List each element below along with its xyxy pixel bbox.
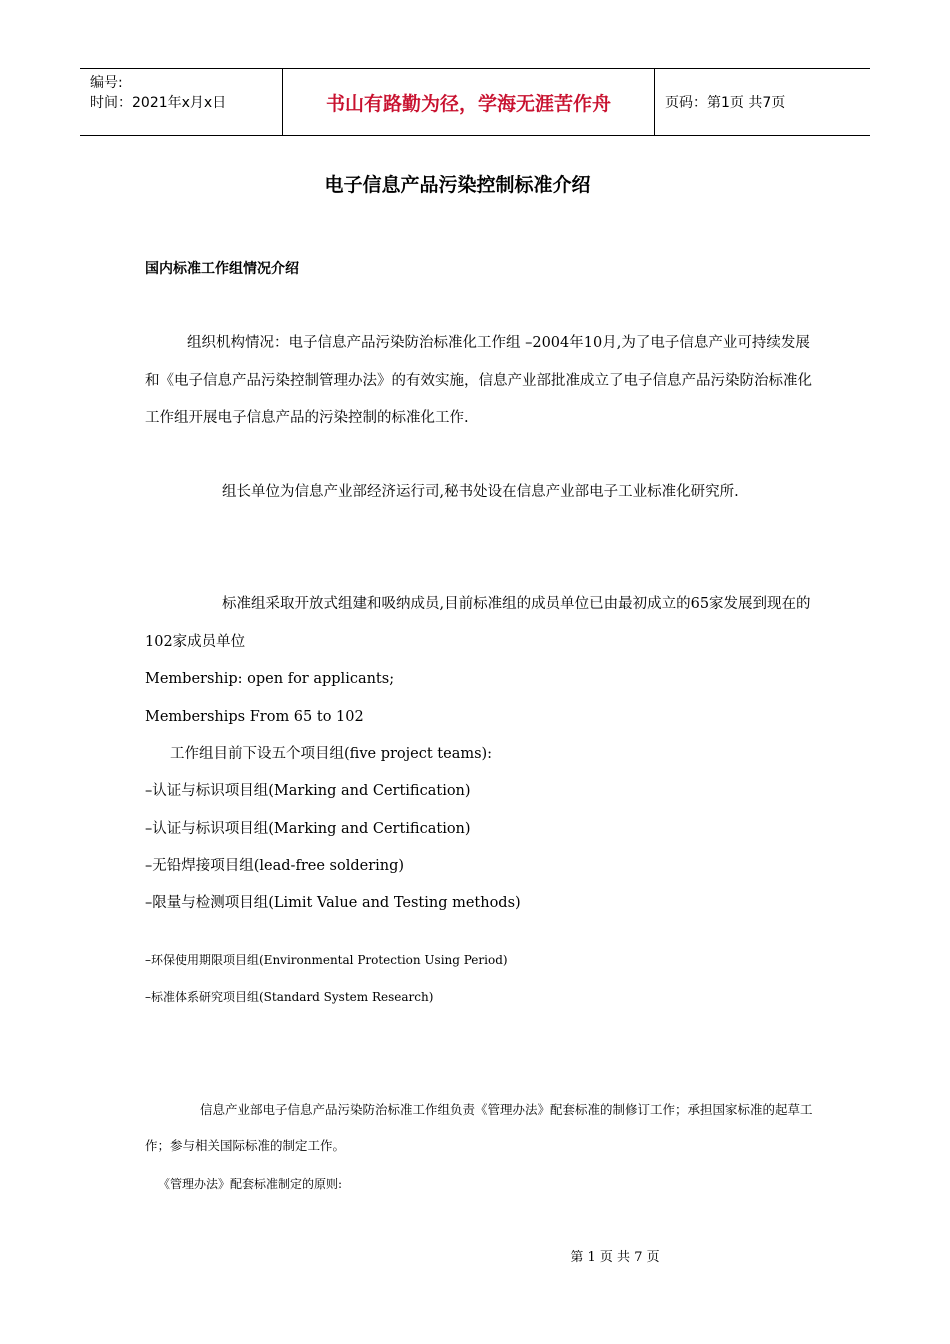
list-item: –无铅焊接项目组(lead-free soldering) <box>145 858 405 874</box>
paragraph-responsibilities: 信息产业部电子信息产品污染防治标准工作组负责《管理办法》配套标准的制修订工作；承担国家标准的起草工作；参与相关国际标准的制定工作。 <box>145 1102 813 1153</box>
list-item: –认证与标识项目组(Marking and Certification) <box>145 821 471 837</box>
document-date-label: 时间：2021年x月x日 <box>90 95 227 111</box>
teams-intro-line: 工作组目前下设五个项目组(five project teams): <box>170 746 493 762</box>
paragraph-members: 标准组采取开放式组建和吸纳成员,目前标准组的成员单位已由最初成立的65家发展到现在的102家成员单位 <box>145 596 811 650</box>
list-item: –环保使用期限项目组(Environmental Protection Using Period) <box>145 953 508 967</box>
page-footer: 第 1 页 共 7 页 <box>570 1250 660 1265</box>
paragraph-organization: 组织机构情况：电子信息产品污染防治标准化工作组 –2004年10月,为了电子信息产业可持续发展和《电子信息产品污染控制管理办法》的有效实施，信息产业部批准成立了电子信息产品污染防治标准化工作组开展电子信息产品的污染控制的标准化工作. <box>145 335 812 426</box>
list-item: –认证与标识项目组(Marking and Certification) <box>145 783 471 799</box>
page-header <box>80 68 870 136</box>
memberships-range-line: Memberships From 65 to 102 <box>145 709 364 725</box>
list-item: –标准体系研究项目组(Standard System Research) <box>145 990 434 1004</box>
paragraph-leadership: 组长单位为信息产业部经济运行司,秘书处设在信息产业部电子工业标准化研究所. <box>222 484 739 500</box>
document-title: 电子信息产品污染控制标准介绍 <box>324 174 591 196</box>
list-item: –限量与检测项目组(Limit Value and Testing methods) <box>145 895 521 911</box>
header-motto: 书山有路勤为径，学海无涯苦作舟 <box>282 69 655 135</box>
membership-line: Membership: open for applicants; <box>145 671 395 687</box>
principles-line: 《管理办法》配套标准制定的原则: <box>158 1177 343 1191</box>
header-meta <box>80 69 282 135</box>
document-number-label: 编号: <box>90 75 123 91</box>
header-page-label: 页码：第1页 共7页 <box>665 95 786 111</box>
section-heading: 国内标准工作组情况介绍 <box>145 261 299 277</box>
